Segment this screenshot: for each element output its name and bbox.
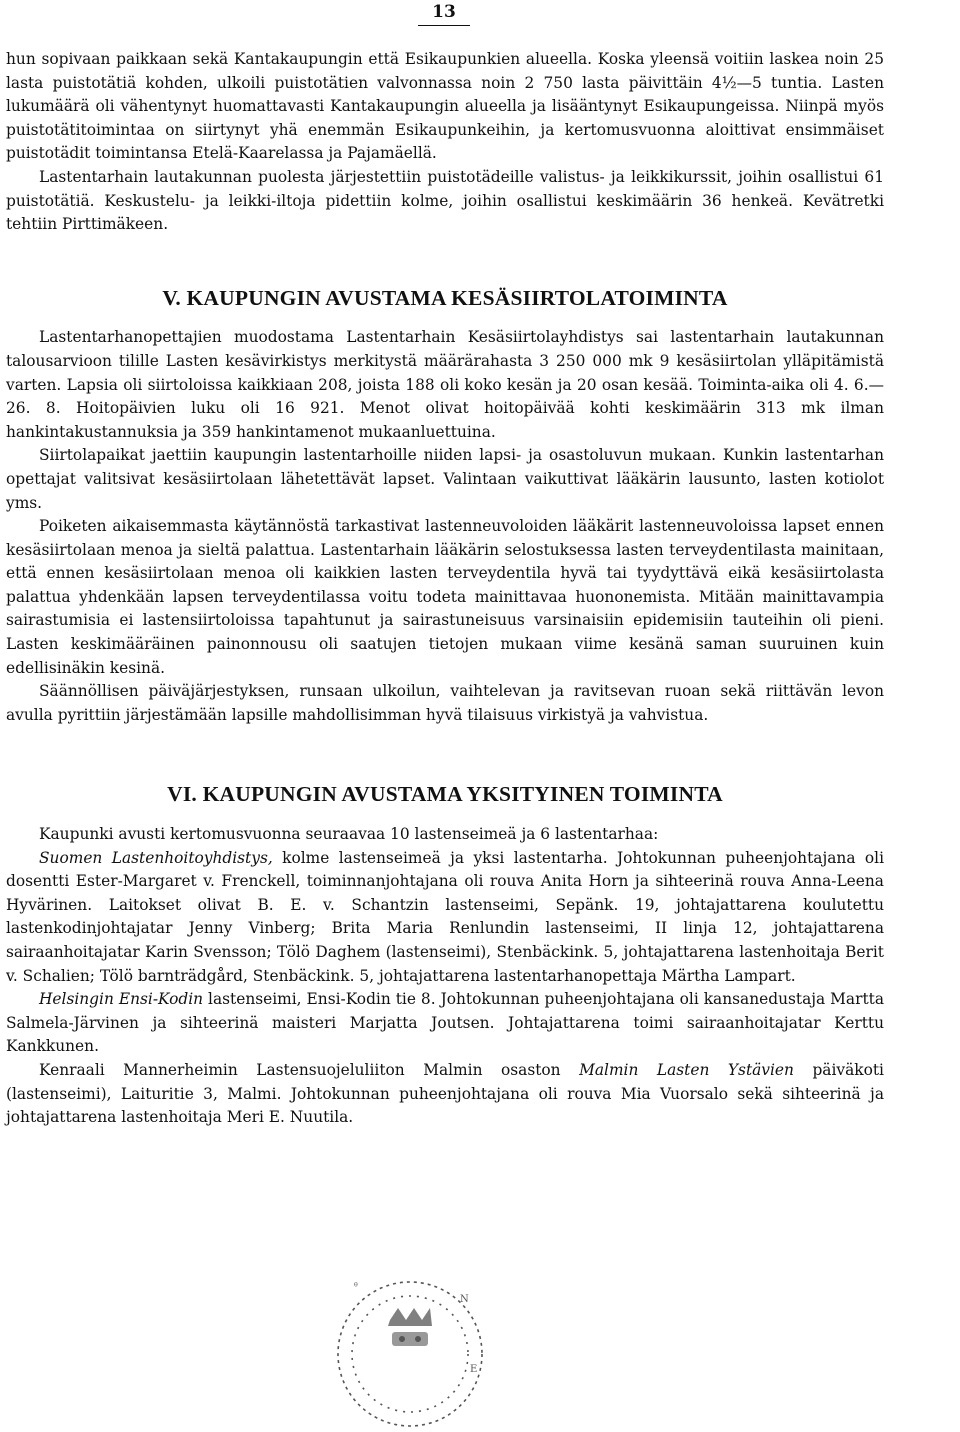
page-number: 13 <box>432 2 456 22</box>
section-5-paragraph-3: Poiketen aikaisemmasta käytännöstä tarkastivat lastenneuvoloiden lääkärit lastenneuvoloissa lapset ennen kesäsiirtolaan menoa ja sieltä palattua. Lastentarhain lääkärin selostuksessa lasten terveydentilasta mainitaan, että ennen kesäsiirtolaan menoa oli kaikkien lasten terveydentila hyvä tai tyydyttävä eikä kesäsiirtolasta palattua yhdenkään lapsen terveydentilassa voitu todeta mainittavaa huononemista. Mitään mainittavampia sairastumisia ei lastensiirtoloissa tapahtunut ja sairastuneisuus varsinaisiin epidemisiin tauteihin oli pieni. Lasten keskimääräinen painonnousu oli saatujen tietojen mukaan viime kesänä saman suuruinen kuin edellisinäkin kesinä. <box>6 517 884 677</box>
section-5-heading: V. KAUPUNGIN AVUSTAMA KESÄSIIRTOLATOIMINTA <box>162 285 728 310</box>
entry-2-text: lastenseimi, Ensi-Kodin tie 8. Johtokunnan puheenjohtajana oli kansanedustaja Martta Salmela-Järvinen ja sihteerinä maisteri Marjatta Joutsen. Johtajattarena toimi sairaanhoitajatar Kerttu Kankkunen. <box>6 990 885 1056</box>
entry-2-org-name: Helsingin Ensi-Kodin <box>39 990 204 1009</box>
entry-1-org-name: Suomen Lastenhoitoyhdistys, <box>39 848 273 867</box>
paragraph-continued: hun sopivaan paikkaan sekä Kantakaupungin että Esikaupunkien alueella. Koska yleensä voitiin laskea noin 25 lasta puistotätiä kohden, ulkoili puistotätien valvonnassa noin 2 750 lasta päivittäin 4½—5 tuntia. Lasten lukumäärä oli vähentynyt huomattavasti Kantakaupungin alueella ja lisääntynyt Esikaupungeissa. Niinpä myös puistotätitoimintaa on siirtynyt yhä enemmän Esikaupunkeihin, ja kertomusvuonna aloittivat ensimmäiset puistotädit toimintansa Etelä-Kaarelassa ja Pajamäellä. <box>6 50 884 163</box>
section-6-entry-3 <box>6 1059 884 1130</box>
svg-text:ᶿ: ᶿ <box>354 1282 358 1293</box>
entry-1-text: kolme lastenseimeä ja yksi lastentarha. Johtokunnan puheenjohtajana oli dosentti Ester-Margaret v. Frenckell, toiminnanjohtajana oli rouva Anita Horn ja sihteerinä rouva Anna-Leena Hyvärinen. Laitokset olivat B. E. v. Schantzin lastenseimi, Sepänk. 19, johtajattarena koulutettu lastenkodinjohtajatar Jenny Vinberg; Brita Maria Renlundin lastenseimi, II linja 12, johtajattarena sairaanhoitajatar Karin Svensson; Tölö Daghem (lastenseimi), Stenbäckink. 5, johtajattarena lastenhoitaja Berit v. Schalien; Tölö barnträdgård, Stenbäckink. 5, johtajattarena lastentarhanopettaja Märtha Lampart. <box>6 848 884 985</box>
section-6-heading: VI. KAUPUNGIN AVUSTAMA YKSITYINEN TOIMINTA <box>167 782 723 807</box>
library-stamp-icon <box>310 1262 510 1432</box>
section-6-entry-1 <box>6 847 884 989</box>
entry-3-text: päiväkoti (lastenseimi), Laituritie 3, Malmi. Johtokunnan puheenjohtajana oli rouva Mia Vuorsalo sekä sihteerinä ja johtajattarena lastenhoitaja Meri E. Nuutila. <box>6 1060 884 1127</box>
paragraph-courses: Lastentarhain lautakunnan puolesta järjestettiin puistotädeille valistus- ja leikkikurssit, joihin osallistui 61 puistotätiä. Keskustelu- ja leikki-iltoja pidettiin kolme, joihin osallistui keskimäärin 36 henkeä. Kevätretki tehtiin Pirttimäkeen. <box>6 167 884 234</box>
entry-3-org-name: Malmin Lasten Ystävien <box>579 1060 794 1079</box>
entry-3-prefix: Kenraali Mannerheimin Lastensuojeluliiton Malmin osaston <box>39 1060 580 1079</box>
page-number-rule <box>418 25 470 26</box>
svg-text:N: N <box>460 1294 469 1305</box>
section-6-entry-2 <box>6 988 884 1059</box>
section-5-paragraph-1: Lastentarhanopettajien muodostama Lastentarhain Kesäsiirtolayhdistys sai lastentarhain lautakunnan talousarvioon tilille Lasten kesävirkistys merkitystä määrärahasta 3 250 000 mk 9 kesäsiirtolan ylläpitämistä varten. Lapsia oli siirtoloissa kaikkiaan 208, joista 188 oli koko kesän ja 20 osan kesää. Toiminta-aika oli 4. 6.—26. 8. Hoitopäivien luku oli 16 921. Menot olivat hoitopäivää kohti keskimäärin 313 mk ilman hankintakustannuksia ja 359 hankintamenot mukaanluettuina. <box>6 328 884 441</box>
document-body <box>6 48 884 1130</box>
section-6-intro: Kaupunki avusti kertomusvuonna seuraavaa 10 lastenseimeä ja 6 lastentarhaa: <box>39 825 659 844</box>
section-5-paragraph-4: Säännöllisen päiväjärjestyksen, runsaan ulkoilun, vaihtelevan ja ravitsevan ruoan sekä riittävän levon avulla pyrittiin järjestämään lapsille mahdollisimman hyvä tilaisuus virkistyä ja vahvistua. <box>6 682 884 724</box>
section-5-paragraph-2: Siirtolapaikat jaettiin kaupungin lastentarhoille niiden lapsi- ja osastoluvun mukaan. Kunkin lastentarhan opettajat valitsivat kesäsiirtolaan lähetettävät lapset. Valintaan vaikuttivat lääkärin lausunto, lasten kotiolot yms. <box>6 446 884 512</box>
svg-text:E: E <box>470 1364 478 1375</box>
